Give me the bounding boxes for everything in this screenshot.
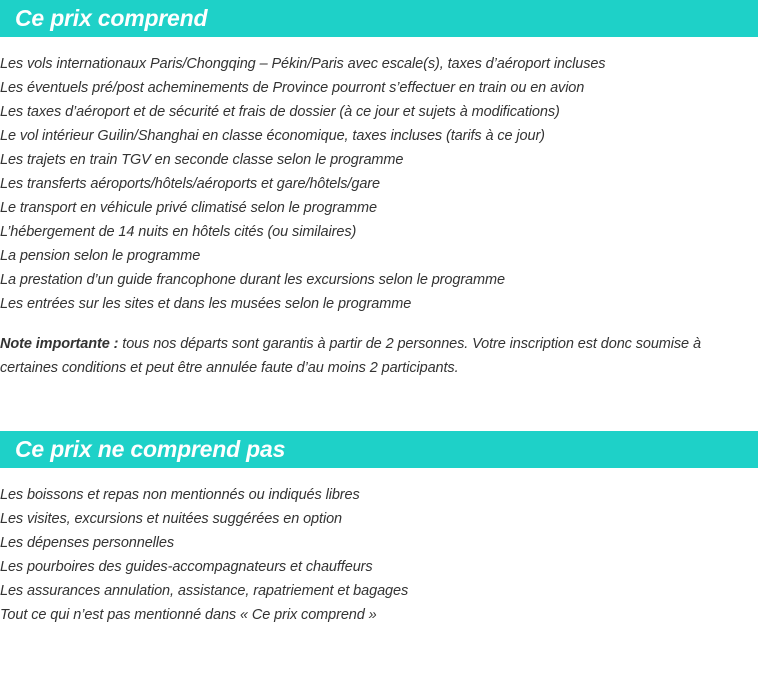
included-item: Les trajets en train TGV en seconde classe selon le programme [0,152,404,168]
included-item: L’hébergement de 14 nuits en hôtels cités (ou similaires) [0,224,357,240]
included-item: Les taxes d’aéroport et de sécurité et frais de dossier (à ce jour et sujets à modifications) [0,104,560,120]
included-item: Les vols internationaux Paris/Chongqing – Pékin/Paris avec escale(s), taxes d’aéroport incluses [0,56,606,72]
included-list [0,52,758,316]
excluded-item: Les visites, excursions et nuitées suggérées en option [0,511,342,527]
excluded-item: Les pourboires des guides-accompagnateurs et chauffeurs [0,559,373,575]
included-item: La pension selon le programme [0,248,201,264]
included-item: Le transport en véhicule privé climatisé selon le programme [0,200,377,216]
note-text: tous nos départs sont garantis à partir de 2 personnes. Votre inscription est donc soumise à certaines conditions et peut être annulée faute d’au moins 2 participants. [0,336,701,376]
excluded-list [0,483,758,627]
note-label: Note importante : [0,336,119,352]
included-section-title: Ce prix comprend [15,5,208,31]
excluded-section-title: Ce prix ne comprend pas [15,436,286,462]
important-note [0,332,758,380]
included-item: Les entrées sur les sites et dans les musées selon le programme [0,296,412,312]
excluded-section-header [0,431,758,468]
included-section-header [0,0,758,37]
excluded-item: Tout ce qui n’est pas mentionné dans « Ce prix comprend » [0,607,377,623]
included-item: La prestation d’un guide francophone durant les excursions selon le programme [0,272,505,288]
included-item: Les éventuels pré/post acheminements de Province pourront s’effectuer en train ou en avion [0,80,585,96]
excluded-item: Les boissons et repas non mentionnés ou indiqués libres [0,487,360,503]
included-item: Le vol intérieur Guilin/Shanghai en classe économique, taxes incluses (tarifs à ce jour) [0,128,545,144]
included-item: Les transferts aéroports/hôtels/aéroports et gare/hôtels/gare [0,176,380,192]
excluded-item: Les assurances annulation, assistance, rapatriement et bagages [0,583,409,599]
excluded-item: Les dépenses personnelles [0,535,175,551]
